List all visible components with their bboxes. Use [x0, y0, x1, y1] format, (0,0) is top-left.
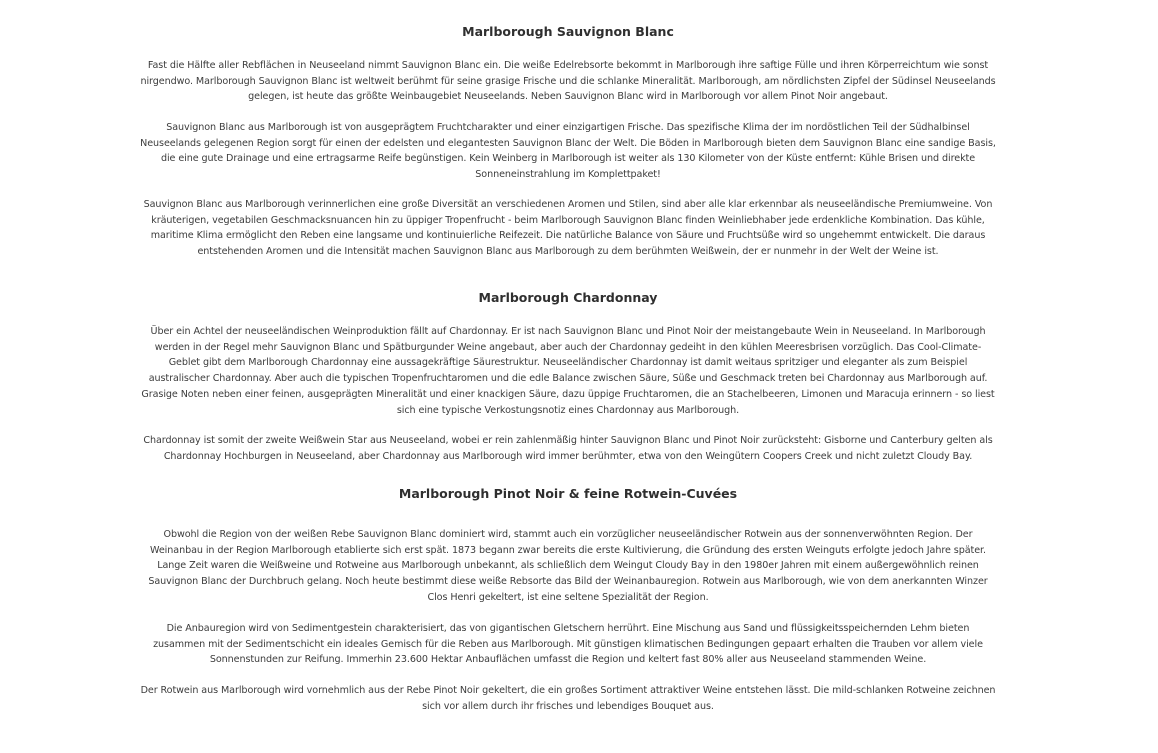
paragraph-sauvignon-2: Sauvignon Blanc aus Marlborough ist von ausgeprägtem Fruchtcharakter und einer einzigartigen Frische. Das spezifische Klima der im nordöstlichen Teil der Südhalbinsel Neuseelands gelegenen Region sorgt für einen der edelsten und elegantesten Sauvignon Blanc der Welt. Die Böden in Marlborough bieten dem Sauvignon Blanc eine sandige Basis, die eine gute Drainage und eine ertragsarme Reife begünstigen. Kein Weinberg in Marlborough ist weiter als 130 Kilometer von der Küste entfernt: Kühle Brisen und direkte Sonneneinstrahlung im Komplettpaket!: [140, 122, 996, 181]
paragraph-pinot-2: Die Anbauregion wird von Sedimentgestein charakterisiert, das von gigantischen Gletschern herrührt. Eine Mischung aus Sand und flüssigkeitsspeichernden Lehm bieten zusammen mit der Sedimentschicht ein ideales Gemisch für die Reben aus Marlborough. Mit günstigen klimatischen Bedingungen gepaart erhalten die Trauben vor allem viele Sonnenstunden zur Reifung. Immerhin 23.600 Hektar Anbauflächen umfasst die Region und keltert fast 80% aller aus Neuseeland stammenden Weine.: [153, 623, 983, 666]
paragraph-sauvignon-1: Fast die Hälfte aller Rebflächen in Neuseeland nimmt Sauvignon Blanc ein. Die weiße Edelrebsorte bekommt in Marlborough ihre saftige Fülle und ihren Körperreichtum wie sonst nirgendwo. Marlborough Sauvignon Blanc ist weltweit berühmt für seine grasige Frische und die schlanke Mineralität. Marlborough, am nördlichsten Zipfel der Südinsel Neuseelands gelegen, ist heute das größte Weinbaugebiet Neuseelands. Neben Sauvignon Blanc wird in Marlborough vor allem Pinot Noir angebaut.: [140, 60, 996, 103]
paragraph-pinot-1: Obwohl die Region von der weißen Rebe Sauvignon Blanc dominiert wird, stammt auch ein vorzüglicher neuseeländischer Rotwein aus der sonnenverwöhnten Region. Der Weinanbau in der Region Marlborough etablierte sich erst spät. 1873 begann zwar bereits die erste Kultivierung, die Gründung des ersten Weinguts erfolgte jedoch Jahre später. Lange Zeit waren die Weißweine und Rotweine aus Marlborough unbekannt, als schließlich dem Weingut Cloudy Bay in den 1980er Jahren mit einem außergewöhnlich reinen Sauvignon Blanc der Durchbruch gelang. Noch heute bestimmt diese weiße Rebsorte das Bild der Weinanbauregion. Rotwein aus Marlborough, wie von dem anerkannten Winzer Clos Henri gekeltert, ist eine seltene Spezialität der Region.: [148, 529, 988, 603]
paragraph-chardonnay-2: Chardonnay ist somit der zweite Weißwein Star aus Neuseeland, wobei er rein zahlenmäßig hinter Sauvignon Blanc und Pinot Noir zurücksteht: Gisborne und Canterbury gelten als Chardonnay Hochburgen in Neuseeland, aber Chardonnay aus Marlborough wird immer berühmter, etwa von den Weingütern Coopers Creek und nicht zuletzt Cloudy Bay.: [143, 435, 993, 462]
paragraph-chardonnay-1: Über ein Achtel der neuseeländischen Weinproduktion fällt auf Chardonnay. Er ist nach Sauvignon Blanc und Pinot Noir der meistangebaute Wein in Neuseeland. In Marlborough werden in der Regel mehr Sauvignon Blanc und Spätburgunder Weine angebaut, aber auch der Chardonnay gedeiht in den kühlen Meeresbrisen vorzüglich. Das Cool-Climate-Geblet gibt dem Marlborough Chardonnay eine aussagekräftige Säurestruktur. Neuseeländischer Chardonnay ist damit weitaus spritziger und eleganter als zum Beispiel australischer Chardonnay. Aber auch die typischen Tropenfruchtaromen und die edle Balance zwischen Säure, Süße und Geschmack treten bei Chardonnay aus Marlborough auf. Grasige Noten neben einer feinen, ausgeprägten Mineralität und einer knackigen Säure, dazu üppige Fruchtaromen, die an Stachelbeeren, Limonen und Maracuja erinnern - so liest sich eine typische Verkostungsnotiz eines Chardonnay aus Marlborough.: [141, 326, 995, 416]
paragraph-pinot-3: Der Rotwein aus Marlborough wird vornehmlich aus der Rebe Pinot Noir gekeltert, die ein großes Sortiment attraktiver Weine entstehen lässt. Die mild-schlanken Rotweine zeichnen sich vor allem durch ihr frisches und lebendiges Bouquet aus.: [140, 685, 996, 712]
paragraph-sauvignon-3: Sauvignon Blanc aus Marlborough verinnerlichen eine große Diversität an verschiedenen Aromen und Stilen, sind aber alle klar erkennbar als neuseeländische Premiumweine. Von kräuterigen, vegetabilen Geschmacksnuancen hin zu üppiger Tropenfrucht - beim Marlborough Sauvignon Blanc finden Weinliebhaber jede erdenkliche Kombination. Das kühle, maritime Klima ermöglicht den Reben eine langsame und kontinuierliche Reifezeit. Die natürliche Balance von Säure und Fruchtsüße wird so ungehemmt entwickelt. Die daraus entstehenden Aromen und die Intensität machen Sauvignon Blanc aus Marlborough zu dem berühmten Weißwein, der er nunmehr in der Welt der Weine ist.: [143, 199, 993, 258]
section-title-pinot-noir: Marlborough Pinot Noir & feine Rotwein-Cuvées: [398, 486, 738, 501]
section-title-sauvignon-blanc: Marlborough Sauvignon Blanc: [462, 24, 674, 39]
section-title-chardonnay: Marlborough Chardonnay: [478, 290, 658, 305]
